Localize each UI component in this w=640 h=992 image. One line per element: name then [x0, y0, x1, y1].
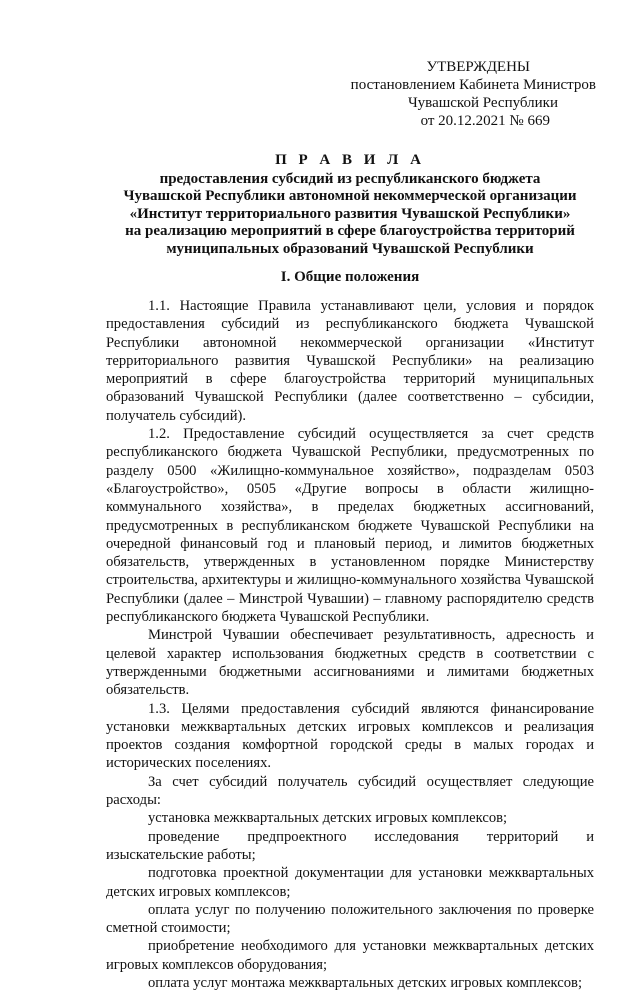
title-line: Чувашской Республики автономной некоммерческой организации	[123, 188, 577, 205]
approval-line-date-number: от 20.12.2021 № 669	[420, 113, 550, 129]
paragraph: оплата услуг монтажа межквартальных детских игровых комплексов;	[148, 974, 582, 991]
document-body	[106, 297, 594, 992]
approval-line-approved: УТВЕРЖДЕНЫ	[426, 59, 530, 75]
title-line: «Институт территориального развития Чувашской Республики»	[129, 205, 571, 222]
approval-stamp	[340, 58, 600, 130]
paragraph: установка межквартальных детских игровых комплексов;	[148, 810, 508, 827]
title-line: муниципальных образований Чувашской Республики	[166, 240, 534, 257]
paragraph: проведение предпроектного исследования территорий и изыскательские работы;	[106, 828, 594, 863]
paragraph: подготовка проектной документации для установки межквартальных детских игровых комплексов;	[106, 865, 594, 900]
document-title	[60, 152, 640, 259]
section-heading: I. Общие положения	[280, 269, 420, 285]
paragraph: За счет субсидий получатель субсидий осуществляет следующие расходы:	[106, 773, 594, 809]
paragraph: 1.3. Целями предоставления субсидий являются финансирование установки межквартальных детских игровых комплексов и реализация проектов создания комфортной городской среды в малых городах и исторических поселениях.	[106, 700, 594, 772]
paragraph: 1.1. Настоящие Правила устанавливают цели, условия и порядок предоставления субсидий из республиканского бюджета Чувашской Республики автономной некоммерческой организации «Институт территориального развития Чувашской Республики» на реализацию мероприятий в сфере благоустройства территорий муниципальных образований Чувашской Республики (далее соответственно – субсидии, получатель субсидий).	[106, 298, 594, 424]
paragraph: оплата услуг по получению положительного заключения по проверке сметной стоимости;	[106, 901, 594, 937]
paragraph: 1.2. Предоставление субсидий осуществляется за счет средств республиканского бюджета Чувашской Республики, предусмотренных по разделу 0500 «Жилищно-коммунальное хозяйство», подразделам 0503 «Благоустройство», 0505 «Другие вопросы в области жилищно-коммунального хозяйства», в пределах бюджетных ассигнований, предусмотренных в республиканском бюджете Чувашской Республики на очередной финансовый год и плановый период, и лимитов бюджетных обязательств, утвержденных в установленном порядке Министерству строительства, архитектуры и жилищно-коммунального хозяйства Чувашской Республики (далее – Минстрой Чувашии) – главному распорядителю средств республиканского бюджета Чувашской Республики.	[106, 426, 594, 626]
paragraph: приобретение необходимого для установки межквартальных детских игровых комплексов оборудования;	[106, 938, 594, 973]
title-line: предоставления субсидий из республиканского бюджета	[159, 170, 541, 187]
title-heading: П Р А В И Л А	[275, 152, 425, 168]
approval-line-resolution: постановлением Кабинета Министров	[350, 77, 596, 93]
approval-line-republic: Чувашской Республики	[407, 95, 558, 111]
paragraph: Минстрой Чувашии обеспечивает результативность, адресность и целевой характер использования бюджетных средств в соответствии с утвержденными бюджетными ассигнованиями и лимитами бюджетных обязательств.	[106, 627, 594, 699]
title-line: на реализацию мероприятий в сфере благоустройства территорий	[125, 223, 575, 240]
